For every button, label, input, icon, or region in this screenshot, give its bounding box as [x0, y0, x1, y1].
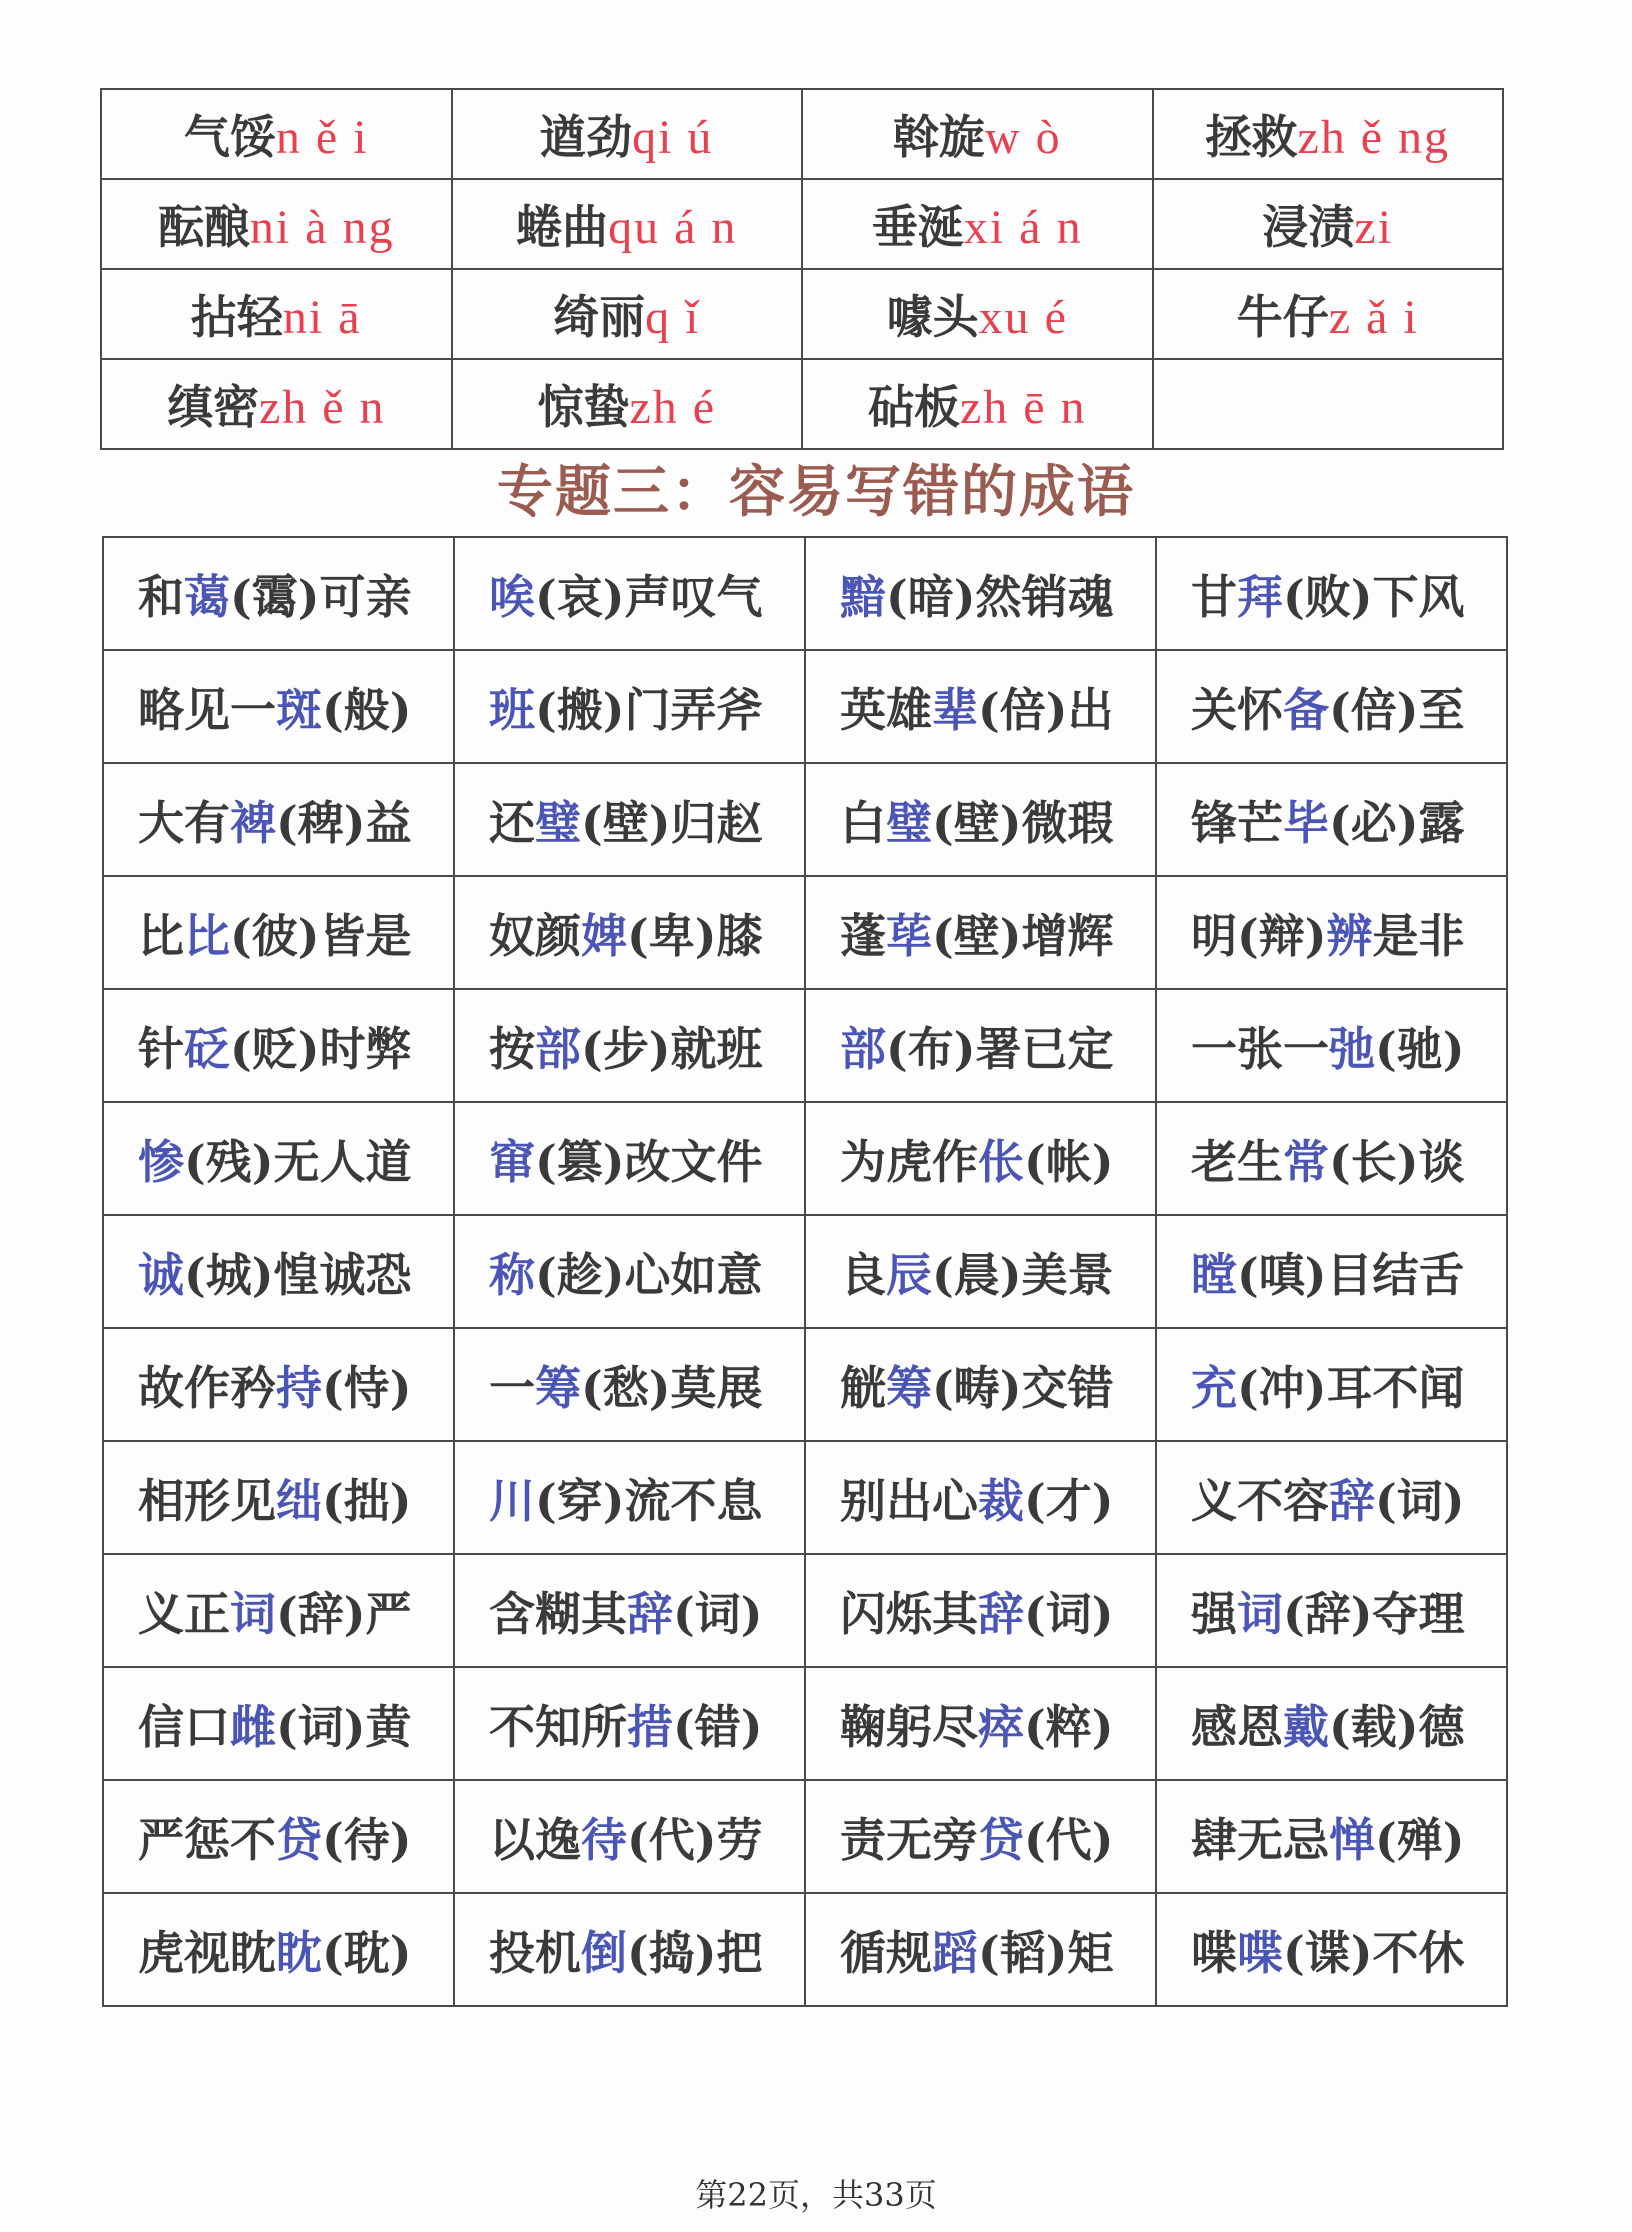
idiom-prefix: 义正	[138, 1586, 230, 1641]
idiom-cell	[454, 1554, 805, 1667]
correct-char: 砭	[184, 1021, 230, 1076]
idiom-suffix: (词)	[1024, 1586, 1114, 1641]
pinyin-table	[100, 88, 1504, 450]
idiom-cell	[454, 876, 805, 989]
pinyin: qu á n	[608, 201, 738, 254]
correct-char: 裨	[230, 795, 276, 850]
idiom-suffix: (穿)流不息	[535, 1473, 763, 1528]
idiom-prefix: 甘	[1191, 569, 1237, 624]
idiom-row	[103, 1328, 1507, 1441]
idiom-cell	[1156, 1780, 1507, 1893]
idiom-row	[103, 1780, 1507, 1893]
word: 砧板	[867, 380, 960, 434]
idiom-suffix: (步)就班	[581, 1021, 763, 1076]
correct-char: 筹	[886, 1360, 932, 1415]
idiom-cell	[805, 763, 1156, 876]
correct-char: 蹈	[932, 1925, 978, 1980]
word: 遒劲	[540, 110, 633, 164]
idiom-cell	[1156, 1215, 1507, 1328]
idiom-prefix: 信口	[138, 1699, 230, 1754]
idiom-row	[103, 763, 1507, 876]
correct-char: 称	[489, 1247, 535, 1302]
idiom-cell	[454, 989, 805, 1102]
idiom-cell	[103, 1554, 454, 1667]
correct-char: 辞	[978, 1586, 1024, 1641]
idiom-cell	[805, 1102, 1156, 1215]
idiom-cell	[103, 876, 454, 989]
pinyin-cell	[802, 269, 1153, 359]
idiom-suffix: (错)	[673, 1699, 763, 1754]
word: 浸渍	[1262, 200, 1355, 254]
correct-char: 戴	[1283, 1699, 1329, 1754]
pinyin-cell	[452, 359, 803, 449]
correct-char: 辰	[886, 1247, 932, 1302]
idiom-prefix: 明(辩)	[1191, 908, 1327, 963]
correct-char: 窜	[489, 1134, 535, 1189]
correct-char: 瘁	[978, 1699, 1024, 1754]
correct-char: 唉	[489, 569, 535, 624]
idiom-suffix: (拙)	[322, 1473, 412, 1528]
idiom-prefix: 按	[489, 1021, 535, 1076]
idiom-cell	[103, 1441, 454, 1554]
idiom-prefix: 喋	[1191, 1925, 1237, 1980]
correct-char: 诚	[138, 1247, 184, 1302]
idiom-cell	[103, 989, 454, 1102]
pinyin-cell	[802, 359, 1153, 449]
idiom-prefix: 觥	[840, 1360, 886, 1415]
idiom-suffix: (长)谈	[1329, 1134, 1465, 1189]
idiom-suffix: (捣)把	[627, 1925, 763, 1980]
pinyin: q ǐ	[645, 291, 701, 344]
correct-char: 部	[535, 1021, 581, 1076]
correct-char: 辞	[1329, 1473, 1375, 1528]
correct-char: 璧	[886, 795, 932, 850]
idiom-cell	[103, 1102, 454, 1215]
idiom-cell	[805, 1215, 1156, 1328]
pinyin-cell	[101, 269, 452, 359]
pinyin: xu é	[978, 291, 1068, 344]
pinyin-cell	[1153, 179, 1504, 269]
correct-char: 倒	[581, 1925, 627, 1980]
pinyin: zh ě ng	[1297, 111, 1451, 164]
idiom-prefix: 别出心	[840, 1473, 978, 1528]
correct-char: 贷	[276, 1812, 322, 1867]
idiom-suffix: (冲)耳不闻	[1237, 1360, 1465, 1415]
correct-char: 荜	[886, 908, 932, 963]
idiom-prefix: 强	[1191, 1586, 1237, 1641]
idiom-row	[103, 650, 1507, 763]
idiom-suffix: (载)德	[1329, 1699, 1465, 1754]
correct-char: 蔼	[184, 569, 230, 624]
idiom-cell	[454, 1893, 805, 2006]
correct-char: 辞	[627, 1586, 673, 1641]
idiom-prefix: 感恩	[1191, 1699, 1283, 1754]
correct-char: 婢	[581, 908, 627, 963]
idiom-cell	[454, 763, 805, 876]
idiom-cell	[1156, 650, 1507, 763]
idiom-row	[103, 1893, 1507, 2006]
idiom-cell	[1156, 989, 1507, 1102]
idiom-suffix: (城)惶诚恐	[184, 1247, 412, 1302]
idiom-suffix: (耽)	[322, 1925, 412, 1980]
idiom-cell	[454, 650, 805, 763]
idiom-prefix: 锋芒	[1191, 795, 1283, 850]
idiom-prefix: 为虎作	[840, 1134, 978, 1189]
correct-char: 绌	[276, 1473, 322, 1528]
idiom-suffix: (殚)	[1375, 1812, 1465, 1867]
idiom-suffix: (卑)膝	[627, 908, 763, 963]
idiom-cell	[103, 1667, 454, 1780]
correct-char: 辨	[1326, 908, 1373, 963]
idiom-prefix: 闪烁其	[840, 1586, 978, 1641]
idiom-suffix: (粹)	[1024, 1699, 1114, 1754]
pinyin: xi á n	[963, 201, 1083, 254]
correct-char: 惮	[1329, 1812, 1375, 1867]
word: 斡旋	[892, 110, 985, 164]
idiom-suffix: (壁)归赵	[581, 795, 763, 850]
idiom-suffix: 是非	[1372, 908, 1465, 963]
correct-char: 雌	[230, 1699, 276, 1754]
idiom-suffix: (倍)至	[1329, 682, 1465, 737]
idiom-cell	[1156, 1102, 1507, 1215]
idiom-prefix: 奴颜	[489, 908, 581, 963]
correct-char: 毕	[1283, 795, 1329, 850]
idiom-cell	[1156, 537, 1507, 650]
pinyin-cell	[1153, 89, 1504, 179]
pinyin-row	[101, 179, 1503, 269]
correct-char: 常	[1283, 1134, 1329, 1189]
idiom-row	[103, 1441, 1507, 1554]
correct-char: 瞠	[1191, 1247, 1237, 1302]
correct-char: 贷	[978, 1812, 1024, 1867]
correct-char: 充	[1191, 1360, 1237, 1415]
pinyin-row	[101, 89, 1503, 179]
idiom-row	[103, 537, 1507, 650]
word: 缜密	[166, 380, 259, 434]
correct-char: 持	[276, 1360, 322, 1415]
idiom-suffix: (般)	[322, 682, 412, 737]
idiom-row	[103, 989, 1507, 1102]
correct-char: 伥	[978, 1134, 1024, 1189]
correct-char: 璧	[535, 795, 581, 850]
idiom-suffix: (倍)出	[978, 682, 1114, 737]
pinyin-cell	[452, 89, 803, 179]
idiom-cell	[103, 763, 454, 876]
idiom-suffix: (哀)声叹气	[535, 569, 763, 624]
idiom-prefix: 白	[840, 795, 886, 850]
idiom-prefix: 大有	[138, 795, 230, 850]
idiom-cell	[805, 989, 1156, 1102]
pinyin-cell	[101, 89, 452, 179]
idiom-prefix: 故作矜	[138, 1360, 276, 1415]
idiom-prefix: 一张一	[1191, 1021, 1329, 1076]
idiom-suffix: (搬)门弄斧	[535, 682, 763, 737]
idiom-table	[102, 536, 1508, 2007]
idiom-suffix: (晨)美景	[932, 1247, 1114, 1302]
idiom-cell	[454, 1328, 805, 1441]
word: 惊蛰	[537, 380, 630, 434]
word: 噱头	[886, 290, 979, 344]
correct-char: 惨	[138, 1134, 184, 1189]
correct-char: 部	[840, 1021, 886, 1076]
pinyin: zh ě n	[258, 381, 386, 434]
idiom-cell	[1156, 1441, 1507, 1554]
idiom-cell	[103, 1328, 454, 1441]
idiom-suffix: (残)无人道	[184, 1134, 412, 1189]
correct-char: 喋	[1237, 1925, 1283, 1980]
idiom-cell	[805, 650, 1156, 763]
idiom-suffix: (必)露	[1329, 795, 1465, 850]
pinyin-cell	[101, 359, 452, 449]
pinyin: n ě i	[275, 111, 369, 164]
correct-char: 措	[627, 1699, 673, 1754]
idiom-suffix: (壁)微瑕	[932, 795, 1114, 850]
idiom-prefix: 英雄	[840, 682, 932, 737]
idiom-cell	[805, 876, 1156, 989]
idiom-row	[103, 1215, 1507, 1328]
word: 拯救	[1205, 110, 1298, 164]
idiom-prefix: 投机	[489, 1925, 581, 1980]
correct-char: 辈	[932, 682, 978, 737]
correct-char: 斑	[276, 682, 322, 737]
idiom-cell	[454, 1780, 805, 1893]
idiom-prefix: 相形见	[138, 1473, 276, 1528]
idiom-suffix: (词)黄	[276, 1699, 412, 1754]
idiom-suffix: (暗)然销魂	[886, 569, 1114, 624]
idiom-prefix: 老生	[1191, 1134, 1283, 1189]
word: 蜷曲	[516, 200, 609, 254]
idiom-suffix: (谍)不休	[1283, 1925, 1465, 1980]
idiom-row	[103, 1554, 1507, 1667]
idiom-suffix: (愁)莫展	[581, 1360, 763, 1415]
idiom-cell	[454, 537, 805, 650]
correct-char: 黯	[840, 569, 886, 624]
pinyin: zh ē n	[959, 381, 1087, 434]
idiom-cell	[1156, 876, 1507, 989]
idiom-suffix: (辞)夺理	[1283, 1586, 1465, 1641]
idiom-suffix: (才)	[1024, 1473, 1114, 1528]
idiom-cell	[103, 1780, 454, 1893]
idiom-suffix: (辞)严	[276, 1586, 412, 1641]
idiom-cell	[454, 1667, 805, 1780]
idiom-cell	[805, 1328, 1156, 1441]
pinyin-cell	[802, 89, 1153, 179]
idiom-prefix: 关怀	[1191, 682, 1283, 737]
idiom-cell	[805, 1554, 1156, 1667]
correct-char: 筹	[535, 1360, 581, 1415]
idiom-suffix: (布)署已定	[886, 1021, 1114, 1076]
pinyin-cell	[1153, 269, 1504, 359]
idiom-prefix: 义不容	[1191, 1473, 1329, 1528]
idiom-prefix: 循规	[840, 1925, 932, 1980]
pinyin: ni ā	[282, 291, 362, 344]
idiom-prefix: 蓬	[840, 908, 886, 963]
pinyin: ni à ng	[249, 201, 395, 254]
idiom-suffix: (韬)矩	[978, 1925, 1114, 1980]
idiom-cell	[805, 537, 1156, 650]
idiom-row	[103, 876, 1507, 989]
pinyin-cell	[452, 179, 803, 269]
idiom-prefix: 还	[489, 795, 535, 850]
idiom-cell	[454, 1441, 805, 1554]
correct-char: 裁	[978, 1473, 1024, 1528]
section-title: 专题三：容易写错的成语	[497, 459, 1135, 525]
idiom-cell	[454, 1215, 805, 1328]
correct-char: 待	[581, 1812, 627, 1867]
pinyin: qi ú	[632, 111, 714, 164]
idiom-suffix: (趁)心如意	[535, 1247, 763, 1302]
idiom-suffix: (畴)交错	[932, 1360, 1114, 1415]
idiom-cell	[103, 537, 454, 650]
correct-char: 词	[230, 1586, 276, 1641]
pinyin: zi	[1354, 201, 1394, 254]
idiom-cell	[805, 1667, 1156, 1780]
idiom-suffix: (代)劳	[627, 1812, 763, 1867]
idiom-prefix: 鞠躬尽	[840, 1699, 978, 1754]
word: 气馁	[183, 110, 276, 164]
idiom-cell	[1156, 1667, 1507, 1780]
idiom-prefix: 比	[138, 908, 184, 963]
idiom-suffix: (霭)可亲	[230, 569, 412, 624]
idiom-cell	[805, 1893, 1156, 2006]
idiom-prefix: 和	[138, 569, 184, 624]
page-footer: 第22页，共33页	[695, 2176, 937, 2214]
idiom-row	[103, 1667, 1507, 1780]
pinyin-cell	[101, 179, 452, 269]
idiom-suffix: (稗)益	[276, 795, 412, 850]
idiom-cell	[805, 1780, 1156, 1893]
idiom-suffix: (败)下风	[1283, 569, 1465, 624]
idiom-prefix: 良	[840, 1247, 886, 1302]
word: 牛仔	[1236, 290, 1329, 344]
idiom-cell	[1156, 1328, 1507, 1441]
idiom-suffix: (篡)改文件	[535, 1134, 763, 1189]
idiom-prefix: 略见一	[138, 682, 276, 737]
correct-char: 眈	[276, 1925, 322, 1980]
idiom-prefix: 严惩不	[138, 1812, 276, 1867]
idiom-cell	[1156, 1893, 1507, 2006]
idiom-suffix: (贬)时弊	[230, 1021, 412, 1076]
correct-char: 拜	[1237, 569, 1283, 624]
correct-char: 川	[489, 1473, 535, 1528]
idiom-row	[103, 1102, 1507, 1215]
idiom-cell	[103, 1893, 454, 2006]
pinyin: z ǎ i	[1328, 291, 1419, 344]
pinyin-row	[101, 269, 1503, 359]
word: 垂涎	[871, 200, 964, 254]
idiom-cell	[1156, 763, 1507, 876]
idiom-suffix: (壁)增辉	[932, 908, 1114, 963]
word: 酝酿	[157, 200, 250, 254]
pinyin: zh é	[629, 381, 717, 434]
idiom-prefix: 针	[138, 1021, 184, 1076]
idiom-cell	[103, 1215, 454, 1328]
idiom-prefix: 以逸	[489, 1812, 581, 1867]
idiom-suffix: (恃)	[322, 1360, 412, 1415]
idiom-cell	[1156, 1554, 1507, 1667]
idiom-suffix: (词)	[1375, 1473, 1465, 1528]
correct-char: 词	[1237, 1586, 1283, 1641]
correct-char: 备	[1283, 682, 1329, 737]
pinyin-cell	[1153, 359, 1504, 449]
idiom-suffix: (代)	[1024, 1812, 1114, 1867]
idiom-prefix: 肆无忌	[1191, 1812, 1329, 1867]
correct-char: 比	[184, 908, 230, 963]
word: 拈轻	[190, 290, 283, 344]
idiom-prefix: 责无旁	[840, 1812, 978, 1867]
pinyin-row	[101, 359, 1503, 449]
pinyin-cell	[802, 179, 1153, 269]
idiom-cell	[454, 1102, 805, 1215]
idiom-suffix: (驰)	[1375, 1021, 1465, 1076]
idiom-prefix: 一	[489, 1360, 535, 1415]
idiom-suffix: (嗔)目结舌	[1237, 1247, 1465, 1302]
pinyin-cell	[452, 269, 803, 359]
idiom-prefix: 含糊其	[489, 1586, 627, 1641]
idiom-suffix: (彼)皆是	[230, 908, 412, 963]
idiom-suffix: (待)	[322, 1812, 412, 1867]
idiom-cell	[805, 1441, 1156, 1554]
idiom-suffix: (帐)	[1024, 1134, 1114, 1189]
idiom-prefix: 虎视眈	[138, 1925, 276, 1980]
pinyin: w ò	[984, 111, 1062, 164]
word: 绮丽	[553, 290, 646, 344]
idiom-suffix: (词)	[673, 1586, 763, 1641]
idiom-prefix: 不知所	[489, 1699, 627, 1754]
correct-char: 班	[489, 682, 535, 737]
idiom-cell	[103, 650, 454, 763]
correct-char: 弛	[1329, 1021, 1375, 1076]
